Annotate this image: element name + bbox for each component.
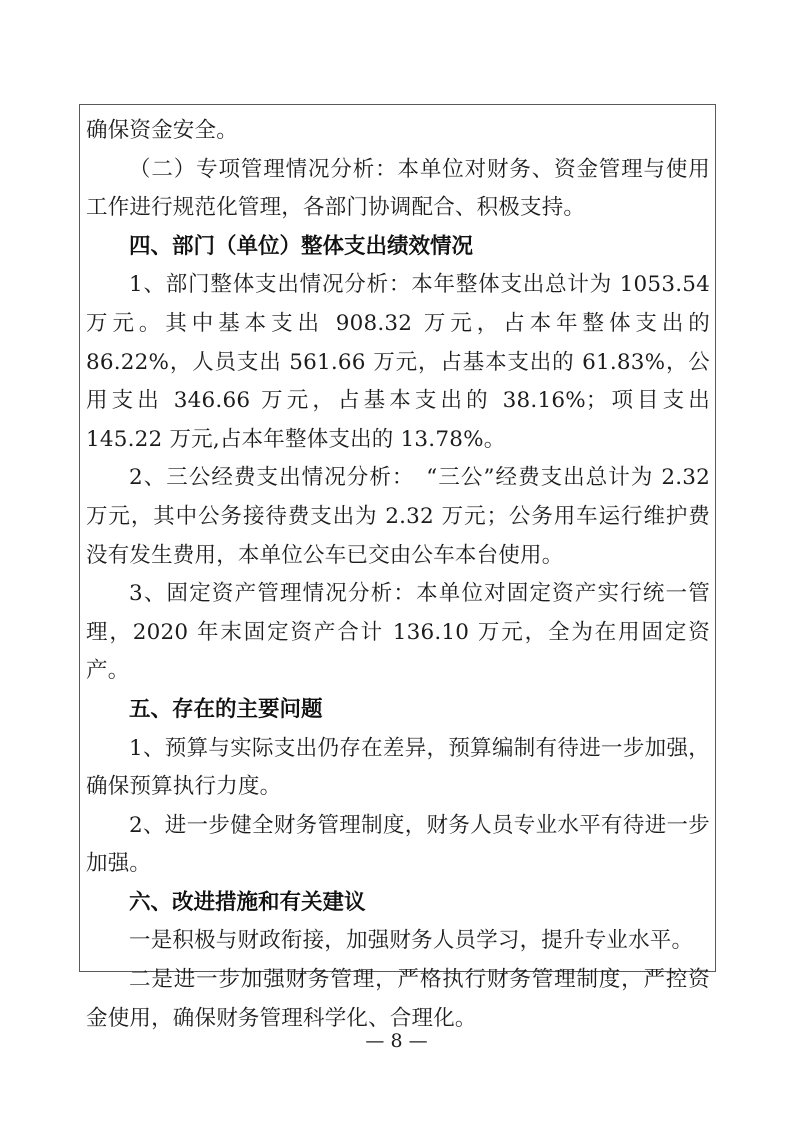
section-heading-4-overall-expenditure: 四、部门（单位）整体支出绩效情况 xyxy=(129,233,474,259)
paragraph-three-public-expenses: 2、三公经费支出情况分析： “三公”经费支出总计为 2.32 万元，其中公务接待费支出为 2.32 万元；公务用车运行维护费没有发生费用，本单位公车已交由公车本台使用。 xyxy=(86,465,710,568)
report-text-frame xyxy=(79,104,716,1031)
paragraph-overall-expenditure-analysis: 1、部门整体支出情况分析：本年整体支出总计为 1053.54 万元。其中基本支出 908.32 万元，占本年整体支出的 86.22%，人员支出 561.66 万元，占基本支出的 61.83%，公用支出 346.66 万元，占基本支出的 38.16%；项目支出 145.22 万元,占本年整体支出的 13.78%。 xyxy=(86,272,710,452)
paragraph-problem-1: 1、预算与实际支出仍存在差异，预算编制有待进一步加强，确保预算执行力度。 xyxy=(86,735,710,800)
paragraph-problem-2: 2、进一步健全财务管理制度，财务人员专业水平有待进一步加强。 xyxy=(86,812,710,877)
section-heading-6-improvement-measures: 六、改进措施和有关建议 xyxy=(129,889,366,915)
section-heading-5-main-problems: 五、存在的主要问题 xyxy=(129,696,323,722)
paragraph-continuation: 确保资金安全。 xyxy=(86,118,238,143)
page-number: — 8 — xyxy=(365,1030,428,1052)
paragraph-fixed-assets: 3、固定资产管理情况分析：本单位对固定资产实行统一管理，2020 年末固定资产合计 136.10 万元，全为在用固定资产。 xyxy=(86,581,710,684)
paragraph-special-management: （二）专项管理情况分析：本单位对财务、资金管理与使用工作进行规范化管理，各部门协调配合、积极支持。 xyxy=(86,156,710,221)
paragraph-measure-1: 一是积极与财政衔接，加强财务人员学习，提升专业水平。 xyxy=(129,928,694,954)
paragraph-measure-2: 二是进一步加强财务管理，严格执行财务管理制度，严控资金使用，确保财务管理科学化、合理化。 xyxy=(86,967,710,1031)
